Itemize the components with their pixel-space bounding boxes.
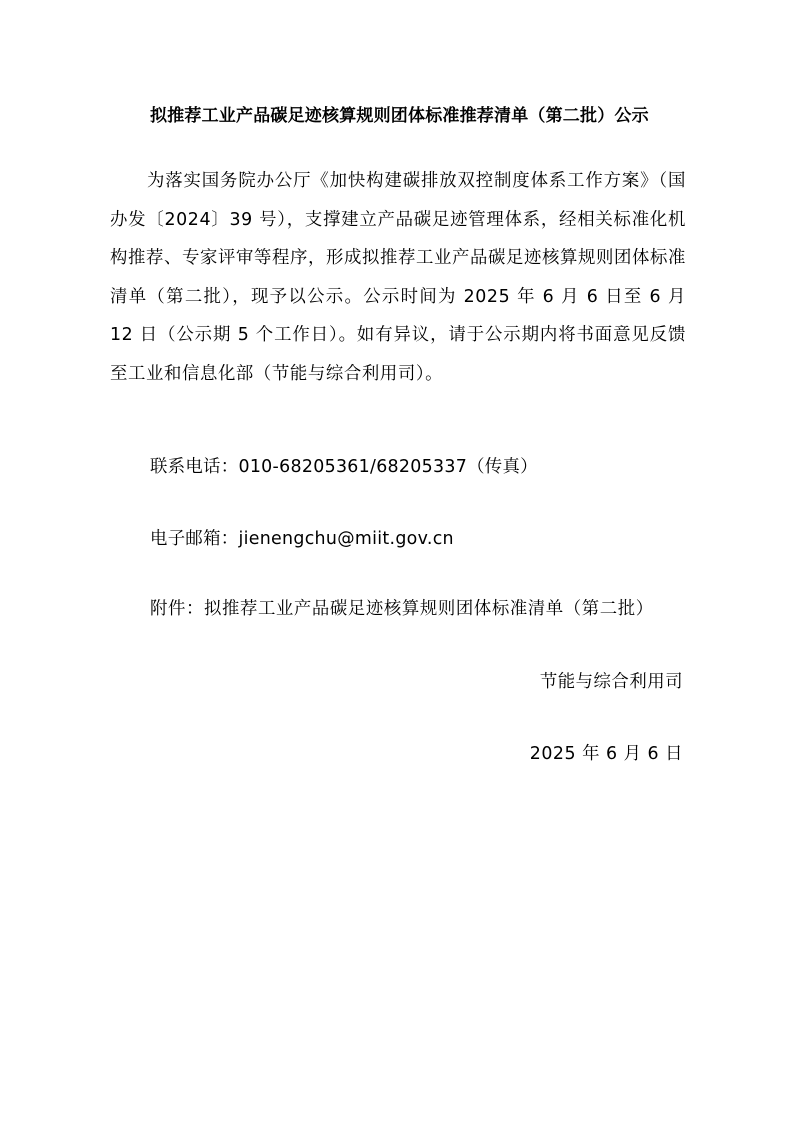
attachment-line: 附件：拟推荐工业产品碳足迹核算规则团体标准清单（第二批） [150, 599, 654, 619]
document-date: 2025 年 6 月 6 日 [529, 744, 683, 764]
contact-phone: 联系电话：010-68205361/68205337（传真） [150, 457, 538, 477]
contact-email: 电子邮箱：jienengchu@miit.gov.cn [150, 529, 454, 549]
signature-department: 节能与综合利用司 [539, 672, 683, 692]
document-title: 拟推荐工业产品碳足迹核算规则团体标准推荐清单（第二批）公示 [150, 106, 649, 126]
body-paragraph: 为落实国务院办公厅《加快构建碳排放双控制度体系工作方案》（国办发〔2024〕39 号），支撑建立产品碳足迹管理体系，经相关标准化机构推荐、专家评审等程序，形成拟推荐工业产品碳足迹核算规则团体标准清单（第二批），现予以公示。公示时间为 2025 年 6 月 6 日至 6 月 12 日（公示期 5 个工作日）。如有异议，请于公示期内将书面意见反馈至工业和信息化部（节能与综合利用司）。 [110, 171, 686, 384]
